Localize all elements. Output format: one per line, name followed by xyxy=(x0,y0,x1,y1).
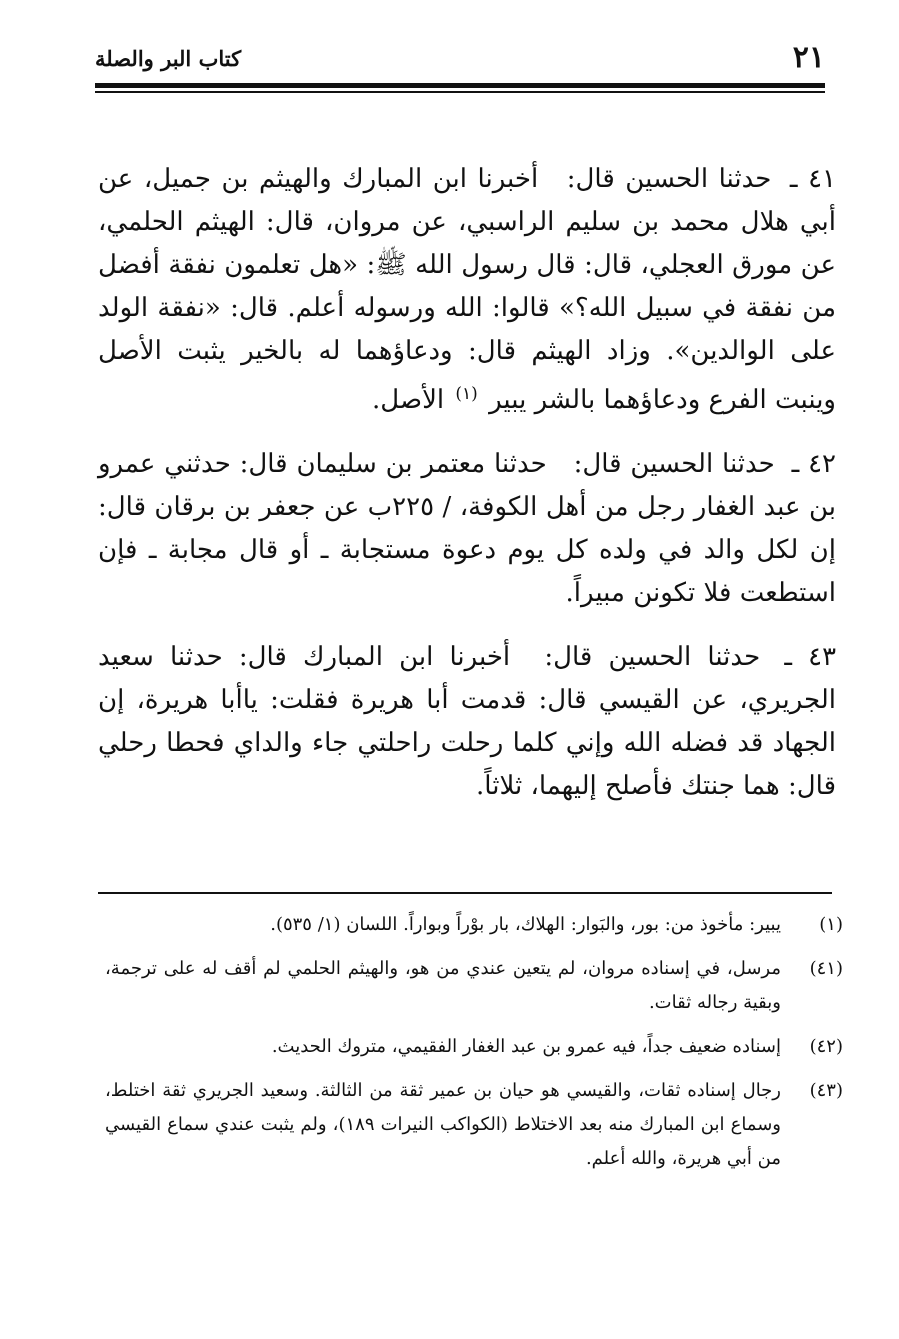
hadith-42 xyxy=(98,443,836,615)
footnote-41 xyxy=(105,952,843,1020)
manuscript-page-marker: / ٢٢٥ب xyxy=(367,492,452,522)
footnote-separator xyxy=(98,892,832,894)
footnote-number: (٤١) xyxy=(809,958,843,979)
page-number: ٢١ xyxy=(792,40,825,75)
footnote-text: إسناده ضعيف جداً، فيه عمرو بن عبد الغفار الفقيمي، متروك الحديث. xyxy=(271,1036,781,1057)
footnote-number: (٤٢) xyxy=(809,1036,843,1057)
header-rule-thin xyxy=(95,91,825,93)
hadith-43 xyxy=(98,636,836,808)
main-text xyxy=(98,158,836,829)
footnote-number: (١) xyxy=(819,914,843,935)
page-header xyxy=(95,38,825,78)
header-rule-thick xyxy=(95,83,825,88)
hadith-text: حدثنا معتمر بن سليمان قال: حدثني عمرو بن عبد الغفار رجل من أهل الكوفة، xyxy=(98,449,836,522)
footnotes xyxy=(105,908,843,1186)
hadith-lead: حدثنا الحسين قال: xyxy=(566,164,772,194)
hadith-number: ٤١ ـ xyxy=(789,164,837,194)
hadith-number: ٤٣ ـ xyxy=(784,642,837,672)
hadith-text: أخبرنا ابن المبارك والهيثم بن جميل، عن أبي هلال محمد بن سليم الراسبي، عن مروان، قال: الهيثم الحلمي، عن مورق العجلي، قال: قال رسول الله ﷺ: «هل تعلمون نفقة أفضل من نفقة في سبيل الله؟» قالوا: الله ورسوله أعلم. قال: «نفقة الولد على الوالدين». وزاد الهيثم قال: ودعاؤهما له بالخير يثبت الأصل وينبت الفرع ودعاؤهما بالشر يبير xyxy=(98,164,836,415)
footnote-1 xyxy=(105,908,843,942)
footnote-number: (٤٣) xyxy=(809,1080,843,1101)
hadith-lead: حدثنا الحسين قال: xyxy=(544,642,761,672)
footnote-text: رجال إسناده ثقات، والقيسي هو حيان بن عمير ثقة من الثالثة. وسعيد الجريري ثقة اختلط، وسماع ابن المبارك منه بعد الاختلاط (الكواكب النيرات ١٨٩)، ولم يثبت عندي سماع القيسي من أبي هريرة، والله أعلم. xyxy=(105,1080,781,1169)
hadith-text-end: عن جعفر بن برقان قال: إن لكل والد في ولده كل يوم دعوة مستجابة ـ أو قال مجابة ـ فإن استطعت فلا تكونن مبيراً. xyxy=(98,492,836,608)
footnote-reference: (١) xyxy=(455,384,478,404)
hadith-text: أخبرنا ابن المبارك قال: حدثنا سعيد الجريري، عن القيسي قال: قدمت أبا هريرة فقلت: ياأبا هريرة، إن الجهاد قد فضله الله وإني كلما رحلت راحلتي جاء والداي فحطا رحلي قال: هما جنتك فأصلح إليهما، ثلاثاً. xyxy=(98,642,836,801)
hadith-lead: حدثنا الحسين قال: xyxy=(573,449,775,479)
footnote-42 xyxy=(105,1030,843,1064)
footnote-text: يبير: مأخوذ من: بور، والبَوار: الهلاك، بار بوْراً وبواراً. اللسان (١/ ٥٣٥). xyxy=(270,914,781,935)
hadith-number: ٤٢ ـ xyxy=(791,449,837,479)
hadith-41 xyxy=(98,158,836,422)
footnote-text: مرسل، في إسناده مروان، لم يتعين عندي من هو، والهيثم الحلمي لم أقف له على ترجمة، وبقية رجاله ثقات. xyxy=(105,958,781,1013)
hadith-text-end: الأصل. xyxy=(372,385,445,415)
book-title: كتاب البر والصلة xyxy=(95,46,242,71)
footnote-43 xyxy=(105,1074,843,1176)
